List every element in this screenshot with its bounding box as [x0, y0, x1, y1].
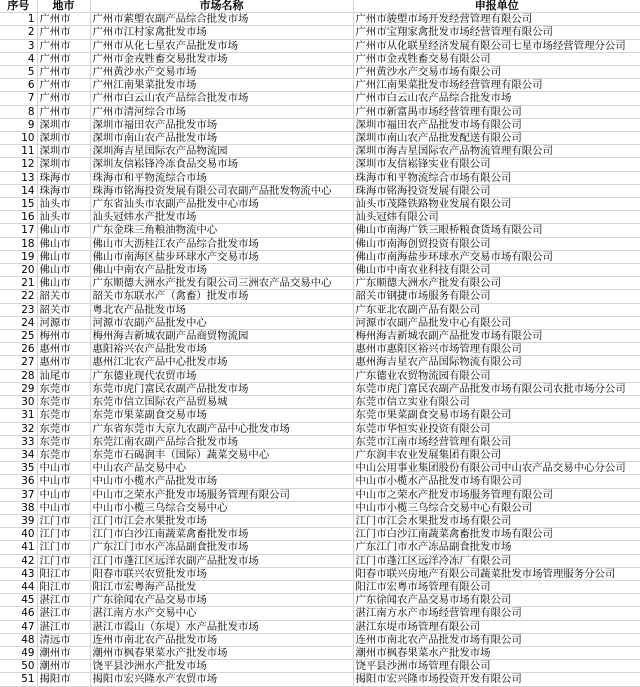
row-city: 广州市: [37, 13, 90, 26]
table-row: [0, 475, 640, 488]
row-applicant: 广东亚北农副产品有限公司: [353, 303, 640, 316]
row-market-name: 佛山中南农产品批发市场: [90, 264, 353, 277]
row-index: 26: [0, 343, 37, 356]
table-row: [0, 330, 640, 343]
row-city: 中山市: [37, 475, 90, 488]
row-city: 佛山市: [37, 277, 90, 290]
row-market-name: 广州市江村家禽批发市场: [90, 26, 353, 39]
table-row: [0, 607, 640, 620]
table-row: [0, 462, 640, 475]
table-row: [0, 264, 640, 277]
row-applicant: 广州市白云山农产品综合批发市场: [353, 92, 640, 105]
row-index: 45: [0, 594, 37, 607]
row-city: 湛江市: [37, 607, 90, 620]
table-row: [0, 554, 640, 567]
row-index: 44: [0, 580, 37, 593]
row-market-name: 东莞江南农副产品综合批发市场: [90, 435, 353, 448]
row-market-name: 粤北农产品批发市场: [90, 303, 353, 316]
row-city: 江门市: [37, 528, 90, 541]
row-index: 38: [0, 501, 37, 514]
row-city: 广州市: [37, 52, 90, 65]
row-applicant: 珠海市和平物流综合市场有限公司: [353, 171, 640, 184]
row-applicant: 深圳市南山农产品批发配送有限公司: [353, 132, 640, 145]
row-index: 24: [0, 316, 37, 329]
row-applicant: 广州市骏塱市场开发经营管理有限公司: [353, 13, 640, 26]
row-city: 河源市: [37, 316, 90, 329]
table-row: [0, 660, 640, 673]
row-market-name: 江门市白沙江南蔬菜禽畜批发市场: [90, 528, 353, 541]
row-index: 35: [0, 462, 37, 475]
row-applicant: 惠州海吉星农产品国际物流有限公司: [353, 356, 640, 369]
row-city: 韶关市: [37, 303, 90, 316]
table-row: [0, 277, 640, 290]
row-city: 惠州市: [37, 343, 90, 356]
row-market-name: 广东德业现代农贸市场: [90, 369, 353, 382]
row-city: 江门市: [37, 514, 90, 527]
row-city: 潮州市: [37, 660, 90, 673]
row-index: 3: [0, 39, 37, 52]
row-city: 佛山市: [37, 264, 90, 277]
table-row: [0, 132, 640, 145]
row-applicant: 东莞市江南市场经营管理有限公司: [353, 435, 640, 448]
row-index: 23: [0, 303, 37, 316]
row-applicant: 广州市金戎牲畜交易有限公司: [353, 52, 640, 65]
table-row: [0, 316, 640, 329]
row-city: 东莞市: [37, 382, 90, 395]
table-row: [0, 514, 640, 527]
row-market-name: 广东省东莞市大京九农副产品中心批发市场: [90, 422, 353, 435]
row-index: 27: [0, 356, 37, 369]
row-market-name: 梅州海吉新城农副产品商贸物流园: [90, 330, 353, 343]
row-market-name: 广州市从化七星农产品批发市场: [90, 39, 353, 52]
row-index: 37: [0, 488, 37, 501]
table-row: [0, 26, 640, 39]
header-city: 地市: [37, 0, 90, 13]
row-city: 广州市: [37, 26, 90, 39]
row-applicant: 潮州市枫春果菜水产批发市场: [353, 646, 640, 659]
row-index: 18: [0, 237, 37, 250]
row-city: 汕头市: [37, 198, 90, 211]
row-market-name: 东莞市果菜副食交易市场: [90, 409, 353, 422]
row-market-name: 东莞市石碣润丰（国际）蔬菜交易中心: [90, 448, 353, 461]
row-index: 25: [0, 330, 37, 343]
table-row: [0, 488, 640, 501]
row-index: 19: [0, 250, 37, 263]
row-applicant: 佛山市南海广铁三眼桥粮食货场有限公司: [353, 224, 640, 237]
table-row: [0, 343, 640, 356]
row-index: 5: [0, 66, 37, 79]
header-applicant: 申报单位: [353, 0, 640, 13]
row-city: 揭阳市: [37, 673, 90, 686]
row-market-name: 珠海市铭海投资发展有限公司农副产品批发物流中心: [90, 184, 353, 197]
row-market-name: 阳春市联兴农贸批发市场: [90, 567, 353, 580]
row-city: 中山市: [37, 501, 90, 514]
row-index: 39: [0, 514, 37, 527]
row-index: 51: [0, 673, 37, 686]
table-row: [0, 528, 640, 541]
row-index: 36: [0, 475, 37, 488]
row-city: 广州市: [37, 79, 90, 92]
table-row: [0, 145, 640, 158]
row-market-name: 广州市金戎牲畜交易批发市场: [90, 52, 353, 65]
row-market-name: 佛山市南海区盐步环球水产交易市场: [90, 250, 353, 263]
row-city: 汕尾市: [37, 369, 90, 382]
row-market-name: 中山农产品交易中心: [90, 462, 353, 475]
row-market-name: 河源市农副产品批发中心: [90, 316, 353, 329]
row-index: 12: [0, 158, 37, 171]
row-city: 珠海市: [37, 184, 90, 197]
row-city: 广州市: [37, 66, 90, 79]
table-row: [0, 118, 640, 131]
row-index: 4: [0, 52, 37, 65]
row-index: 21: [0, 277, 37, 290]
table-row: [0, 171, 640, 184]
row-market-name: 广东顺德大洲水产批发有限公司三洲农产品交易中心: [90, 277, 353, 290]
row-market-name: 惠州江北农产品中心批发市场: [90, 356, 353, 369]
table-row: [0, 567, 640, 580]
row-applicant: 广东顺德大洲水产批发有限公司: [353, 277, 640, 290]
row-applicant: 湛江南方水产市场经营管理有限公司: [353, 607, 640, 620]
table-row: [0, 158, 640, 171]
row-index: 6: [0, 79, 37, 92]
table-row: [0, 673, 640, 686]
row-market-name: 广州市白云山农产品综合批发市场: [90, 92, 353, 105]
row-city: 江门市: [37, 541, 90, 554]
row-market-name: 饶平县沙洲水产批发市场: [90, 660, 353, 673]
table-row: [0, 541, 640, 554]
row-market-name: 汕头冠炜水产批发市场: [90, 211, 353, 224]
header-market-name: 市场名称: [90, 0, 353, 13]
row-applicant: 东莞市虎门富民农副产品批发市场有限公司农批市场分公司: [353, 382, 640, 395]
row-applicant: 江门市江会水果批发市场有限公司: [353, 514, 640, 527]
row-market-name: 湛江南方水产交易中心: [90, 607, 353, 620]
row-city: 中山市: [37, 462, 90, 475]
table-row: [0, 580, 640, 593]
row-market-name: 连州市南北农产品批发市场: [90, 633, 353, 646]
row-applicant: 广州江南果菜批发市场经营管理有限公司: [353, 79, 640, 92]
row-applicant: 江门市蓬江区远洋冷冻厂有限公司: [353, 554, 640, 567]
table-row: [0, 224, 640, 237]
row-market-name: 珠海市和平物流综合市场: [90, 171, 353, 184]
table-row: [0, 303, 640, 316]
row-city: 珠海市: [37, 171, 90, 184]
table-row: [0, 422, 640, 435]
table-row: [0, 620, 640, 633]
row-index: 46: [0, 607, 37, 620]
row-applicant: 汕头市茂隆铁路物业发展有限公司: [353, 198, 640, 211]
row-index: 9: [0, 118, 37, 131]
row-city: 广州市: [37, 105, 90, 118]
row-index: 40: [0, 528, 37, 541]
row-market-name: 江门市蓬江区远洋农副产品批发市场: [90, 554, 353, 567]
row-city: 汕头市: [37, 211, 90, 224]
row-city: 东莞市: [37, 409, 90, 422]
row-applicant: 广州黄沙水产交易市场有限公司: [353, 66, 640, 79]
table-row: [0, 646, 640, 659]
row-market-name: 韶关市东联水产（禽畜）批发市场: [90, 290, 353, 303]
row-applicant: 饶平县沙洲市场管理有限公司: [353, 660, 640, 673]
header-row: [0, 0, 640, 13]
row-index: 42: [0, 554, 37, 567]
row-index: 28: [0, 369, 37, 382]
row-market-name: 东莞市信立国际农产品贸易城: [90, 396, 353, 409]
row-market-name: 广州江南果菜批发市场: [90, 79, 353, 92]
table-row: [0, 184, 640, 197]
row-city: 东莞市: [37, 448, 90, 461]
row-index: 13: [0, 171, 37, 184]
row-applicant: 广东德业农贸物流园有限公司: [353, 369, 640, 382]
row-city: 深圳市: [37, 145, 90, 158]
table-row: [0, 382, 640, 395]
table-row: [0, 211, 640, 224]
row-market-name: 阳江市宏粤海产品批发: [90, 580, 353, 593]
row-city: 韶关市: [37, 290, 90, 303]
row-market-name: 深圳海吉星国际农产品物流园: [90, 145, 353, 158]
row-city: 潮州市: [37, 646, 90, 659]
row-city: 东莞市: [37, 422, 90, 435]
row-market-name: 深圳市南山农产品批发市场: [90, 132, 353, 145]
row-applicant: 中山公用事业集团股份有限公司中山农产品交易中心分公司: [353, 462, 640, 475]
row-applicant: 佛山市南海盐步环球水产交易市场有限公司: [353, 250, 640, 263]
row-market-name: 广州黄沙水产交易市场: [90, 66, 353, 79]
row-city: 东莞市: [37, 396, 90, 409]
row-market-name: 江门市江会水果批发市场: [90, 514, 353, 527]
row-applicant: 深圳市福田农产品批发市场有限公司: [353, 118, 640, 131]
row-city: 清远市: [37, 633, 90, 646]
row-index: 29: [0, 382, 37, 395]
row-city: 东莞市: [37, 435, 90, 448]
row-city: 佛山市: [37, 224, 90, 237]
row-applicant: 惠州市惠阳区裕兴市场管理有限公司: [353, 343, 640, 356]
row-market-name: 广东金珠三角粮油物流中心: [90, 224, 353, 237]
table-row: [0, 633, 640, 646]
row-market-name: 揭阳市宏兴隆水产农贸市场: [90, 673, 353, 686]
row-index: 11: [0, 145, 37, 158]
table-row: [0, 237, 640, 250]
row-applicant: 广州市从化联星经济发展有限公司七星市场经营管理分公司: [353, 39, 640, 52]
row-market-name: 惠阳裕兴农产品批发市场: [90, 343, 353, 356]
row-index: 32: [0, 422, 37, 435]
row-applicant: 阳春市联兴房地产有限公司蔬菜批发市场管理服务分公司: [353, 567, 640, 580]
row-index: 43: [0, 567, 37, 580]
row-applicant: 珠海市铭海投资发展有限公司: [353, 184, 640, 197]
table-row: [0, 39, 640, 52]
row-applicant: 东莞市信立实业有限公司: [353, 396, 640, 409]
row-applicant: 东莞市华恒实业投资有限公司: [353, 422, 640, 435]
row-market-name: 深圳市福田农产品批发市场: [90, 118, 353, 131]
table-row: [0, 435, 640, 448]
table-row: [0, 79, 640, 92]
row-index: 17: [0, 224, 37, 237]
row-applicant: 佛山市南海创贸投资有限公司: [353, 237, 640, 250]
row-market-name: 广州市萦塱农副产品综合批发市场: [90, 13, 353, 26]
row-applicant: 广东润丰农业发展集团有限公司: [353, 448, 640, 461]
row-index: 22: [0, 290, 37, 303]
table-row: [0, 501, 640, 514]
row-city: 深圳市: [37, 132, 90, 145]
row-applicant: 东莞市果菜副食交易市场有限公司: [353, 409, 640, 422]
table-row: [0, 356, 640, 369]
row-city: 江门市: [37, 554, 90, 567]
row-city: 深圳市: [37, 158, 90, 171]
row-applicant: 梅州海吉新城农副产品批发市场有限公司: [353, 330, 640, 343]
table-row: [0, 594, 640, 607]
row-applicant: 河源市农副产品批发中心有限公司: [353, 316, 640, 329]
row-city: 阳江市: [37, 580, 90, 593]
table-row: [0, 448, 640, 461]
row-applicant: 广州市宝翔家禽批发市场经营管理有限公司: [353, 26, 640, 39]
row-applicant: 阳江市宏粤市场管理有限公司: [353, 580, 640, 593]
table-row: [0, 198, 640, 211]
row-index: 15: [0, 198, 37, 211]
row-city: 阳江市: [37, 567, 90, 580]
row-index: 49: [0, 646, 37, 659]
row-applicant: 深圳市友信崧锋实业有限公司: [353, 158, 640, 171]
row-index: 7: [0, 92, 37, 105]
table-row: [0, 250, 640, 263]
row-city: 湛江市: [37, 594, 90, 607]
row-applicant: 连州市南北农产品批发市场有限公司: [353, 633, 640, 646]
row-applicant: 中山市小榄三乌综合交易中心有限公司: [353, 501, 640, 514]
table-row: [0, 105, 640, 118]
row-market-name: 深圳友信崧锋冷冻食品交易市场: [90, 158, 353, 171]
row-applicant: 汕头冠炜有限公司: [353, 211, 640, 224]
row-market-name: 中山市之荣水产批发市场服务管理有限公司: [90, 488, 353, 501]
row-index: 2: [0, 26, 37, 39]
row-index: 14: [0, 184, 37, 197]
row-applicant: 深圳市海吉星国际农产品物流管理有限公司: [353, 145, 640, 158]
row-market-name: 东莞市虎门富民农副产品批发市场: [90, 382, 353, 395]
row-index: 41: [0, 541, 37, 554]
row-market-name: 广东省汕头市农副产品批发中心市场: [90, 198, 353, 211]
row-index: 50: [0, 660, 37, 673]
table-row: [0, 13, 640, 26]
row-applicant: 江门市白沙江南蔬菜禽畜批发市场有限公司: [353, 528, 640, 541]
table-row: [0, 290, 640, 303]
row-market-name: 潮州市枫春果菜水产批发市场: [90, 646, 353, 659]
row-city: 佛山市: [37, 237, 90, 250]
row-applicant: 韶关市钢捷市场服务有限公司: [353, 290, 640, 303]
row-index: 33: [0, 435, 37, 448]
row-city: 广州市: [37, 39, 90, 52]
row-market-name: 佛山市大沥桂江农产品综合批发市场: [90, 237, 353, 250]
row-city: 湛江市: [37, 620, 90, 633]
row-city: 梅州市: [37, 330, 90, 343]
table-row: [0, 409, 640, 422]
row-index: 47: [0, 620, 37, 633]
row-city: 中山市: [37, 488, 90, 501]
row-city: 惠州市: [37, 356, 90, 369]
row-index: 10: [0, 132, 37, 145]
row-index: 31: [0, 409, 37, 422]
table-row: [0, 369, 640, 382]
row-market-name: 中山市小榄水产品批发市场: [90, 475, 353, 488]
row-applicant: 佛山市中南农业科技有限公司: [353, 264, 640, 277]
row-city: 广州市: [37, 92, 90, 105]
row-index: 16: [0, 211, 37, 224]
row-market-name: 广东江门市水产冻品副食批发市场: [90, 541, 353, 554]
row-applicant: 湛江东堤市场管理有限公司: [353, 620, 640, 633]
table-row: [0, 66, 640, 79]
row-city: 佛山市: [37, 250, 90, 263]
row-applicant: 揭阳市宏兴隆市场投资开发有限公司: [353, 673, 640, 686]
row-market-name: 中山市小榄三乌综合交易中心: [90, 501, 353, 514]
row-market-name: 湛江市霞山（东堤）水产品批发市场: [90, 620, 353, 633]
row-applicant: 中山市小榄水产品批发市场有限公司: [353, 475, 640, 488]
row-applicant: 中山市之荣水产批发市场服务管理有限公司: [353, 488, 640, 501]
row-index: 48: [0, 633, 37, 646]
row-applicant: 广东徐闻农产品交易市场有限公司: [353, 594, 640, 607]
row-market-name: 广东徐闻农产品交易市场: [90, 594, 353, 607]
row-city: 深圳市: [37, 118, 90, 131]
row-index: 20: [0, 264, 37, 277]
row-market-name: 广州市清河综合市场: [90, 105, 353, 118]
table-row: [0, 92, 640, 105]
table-row: [0, 52, 640, 65]
row-index: 8: [0, 105, 37, 118]
table-row: [0, 396, 640, 409]
row-index: 30: [0, 396, 37, 409]
row-applicant: 广东江门市水产冻品副食批发市场: [353, 541, 640, 554]
row-index: 34: [0, 448, 37, 461]
header-index: 序号: [0, 0, 37, 13]
row-applicant: 广州市新富禺市场经营管理有限公司: [353, 105, 640, 118]
row-index: 1: [0, 13, 37, 26]
